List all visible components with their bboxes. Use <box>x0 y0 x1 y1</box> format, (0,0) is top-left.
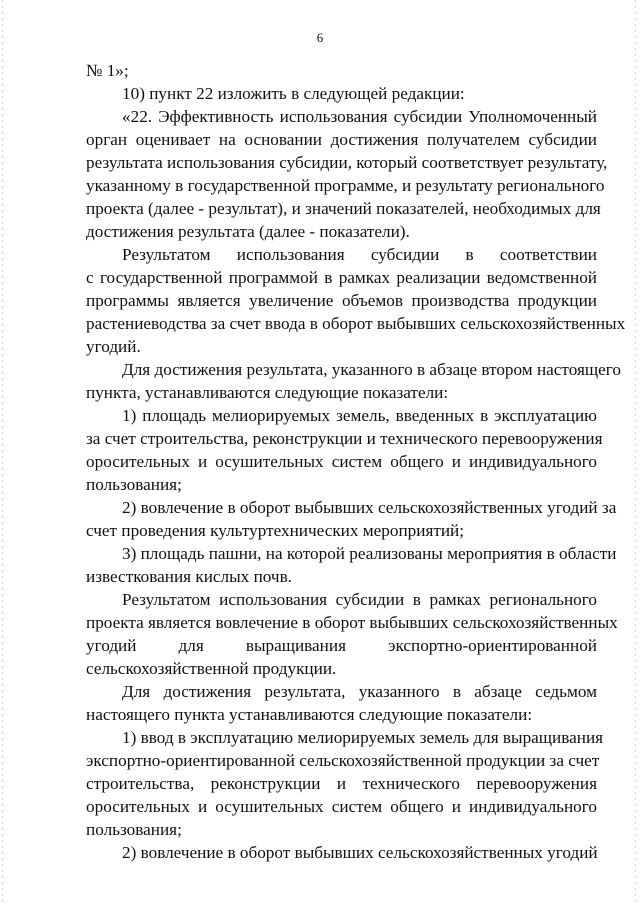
text-line: № 1»; <box>86 61 129 80</box>
text-line: Результатом использования субсидии в соответствии <box>122 245 597 264</box>
text-line: счет проведения культуртехнических мероприятий; <box>86 521 465 540</box>
text-line: с государственной программой в рамках реализации ведомственной <box>86 268 597 287</box>
page-number: 6 <box>316 30 324 45</box>
text-line: «22. Эффективность использования субсидии Уполномоченный <box>122 107 597 126</box>
text-line: 10) пункт 22 изложить в следующей редакции: <box>122 84 465 103</box>
text-line: угодий для выращивания экспортно-ориентированной <box>86 636 597 655</box>
text-line: пользования; <box>86 475 182 494</box>
text-line: Для достижения результата, указанного в абзаце втором настоящего <box>122 360 621 379</box>
text-line: пользования; <box>86 820 182 839</box>
text-line: орган оценивает на основании достижения получателем субсидии <box>86 130 597 149</box>
text-line: проекта (далее - результат), и значений показателей, необходимых для <box>86 199 601 218</box>
text-line: 3) площадь пашни, на которой реализованы мероприятия в области <box>122 544 617 563</box>
text-line: программы является увеличение объемов производства продукции <box>86 291 597 310</box>
text-line: оросительных и осушительных систем общего и индивидуального <box>86 452 597 471</box>
text-line: 2) вовлечение в оборот выбывших сельскохозяйственных угодий за <box>122 498 617 517</box>
scan-edge-right <box>635 0 636 905</box>
text-line: Результатом использования субсидии в рамках регионального <box>122 590 597 609</box>
text-line: известкования кислых почв. <box>86 567 292 586</box>
text-line: сельскохозяйственной продукции. <box>86 659 337 678</box>
text-line: за счет строительства, реконструкции и технического перевооружения <box>86 429 603 448</box>
scan-edge-left <box>2 0 3 905</box>
text-line: строительства, реконструкции и технического перевооружения <box>86 774 597 793</box>
text-line: растениеводства за счет ввода в оборот выбывших сельскохозяйственных <box>86 314 626 333</box>
text-line: проекта является вовлечение в оборот выбывших сельскохозяйственных <box>86 613 618 632</box>
text-line: 1) ввод в эксплуатацию мелиорируемых земель для выращивания <box>122 728 604 747</box>
text-line: 2) вовлечение в оборот выбывших сельскохозяйственных угодий <box>122 843 598 862</box>
text-line: 1) площадь мелиорируемых земель, введенных в эксплуатацию <box>122 406 597 425</box>
text-line: Для достижения результата, указанного в абзаце седьмом <box>122 682 597 701</box>
text-line: пункта, устанавливаются следующие показатели: <box>86 383 449 402</box>
text-line: указанному в государственной программе, и результату регионального <box>86 176 605 195</box>
text-line: настоящего пункта устанавливаются следующие показатели: <box>86 705 533 724</box>
text-line: угодий. <box>86 337 141 356</box>
text-line: экспортно-ориентированной сельскохозяйственной продукции за счет <box>86 751 600 770</box>
text-line: результата использования субсидии, который соответствует результату, <box>86 153 608 172</box>
text-line: достижения результата (далее - показатели). <box>86 222 410 241</box>
text-line: оросительных и осушительных систем общего и индивидуального <box>86 797 597 816</box>
